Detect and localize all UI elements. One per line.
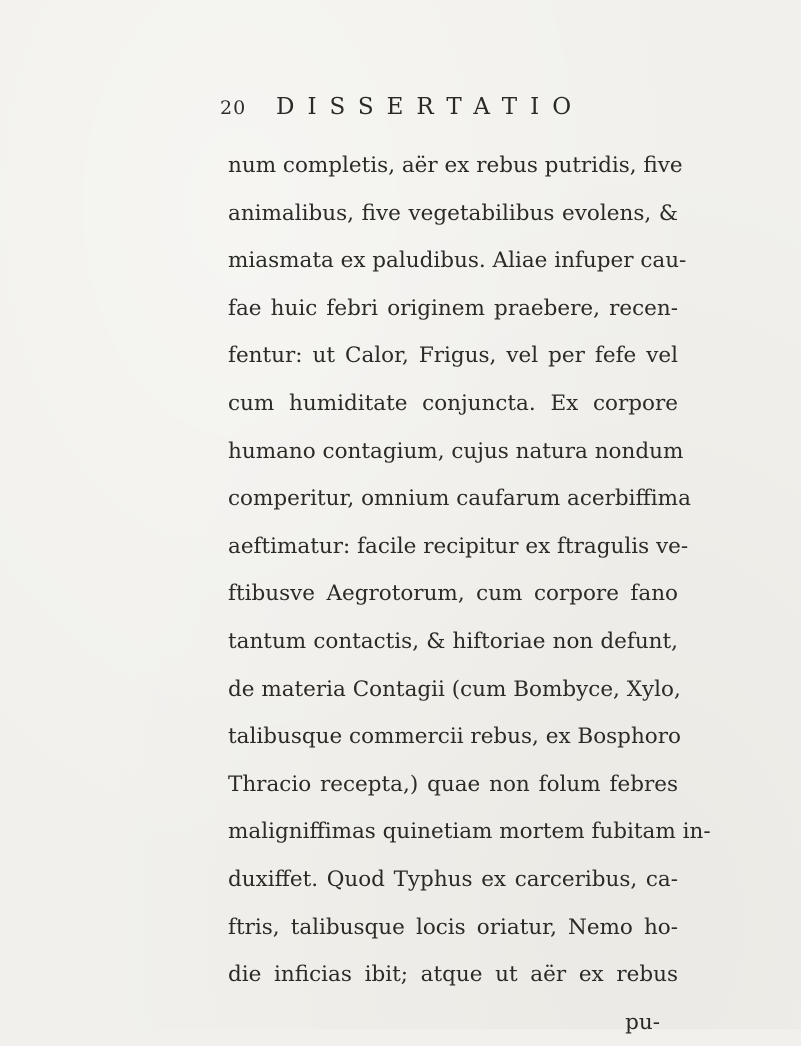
body-text — [228, 142, 711, 1046]
text-line: humano contagium, cujus natura nondum — [228, 438, 684, 464]
text-line: ftibusve Aegrotorum, cum corpore fano — [228, 581, 678, 607]
text-line: tantum contactis, & hiftoriae non defunt, — [228, 628, 678, 654]
text-line: aeftimatur: facile recipitur ex ftragulis ve- — [228, 533, 689, 559]
text-line: miasmata ex paludibus. Aliae infuper cau- — [228, 248, 687, 274]
text-line: num completis, aër ex rebus putridis, five — [228, 153, 683, 178]
text-line: duxiffet. Quod Typhus ex carceribus, ca- — [228, 866, 678, 892]
page-header — [220, 94, 680, 128]
text-line: talibusque commercii rebus, ex Bosphoro — [228, 724, 681, 750]
catchword: pu- — [625, 1009, 660, 1035]
text-line: fae huic febri originem praebere, recen- — [228, 295, 678, 321]
text-line: fentur: ut Calor, Frigus, vel per fefe vel — [228, 343, 678, 369]
text-line: die inficias ibit; atque ut aër ex rebus — [228, 962, 678, 988]
text-line: cum humiditate conjuncta. Ex corpore — [228, 390, 678, 416]
text-line: maligniffimas quinetiam mortem fubitam in- — [228, 819, 711, 845]
text-line: animalibus, five vegetabilibus evolens, & — [228, 200, 678, 226]
text-line: ftris, talibusque locis oriatur, Nemo ho- — [228, 914, 678, 940]
text-line: Thracio recepta,) quae non folum febres — [228, 771, 678, 797]
page-number: 20 — [220, 97, 247, 119]
running-title: DISSERTATIO — [276, 94, 585, 120]
text-line: comperitur, omnium caufarum acerbiffima — [228, 486, 691, 512]
text-line: de materia Contagii (cum Bombyce, Xylo, — [228, 676, 681, 702]
